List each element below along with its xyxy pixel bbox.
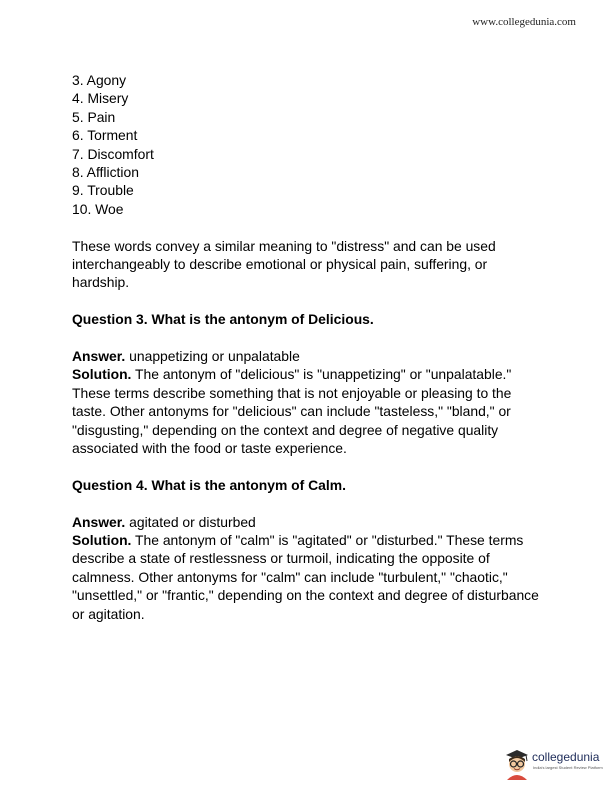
solution-label: Solution.: [72, 532, 132, 549]
question-4-heading: Question 4. What is the antonym of Calm.: [72, 476, 346, 493]
solution-text: The antonym of "delicious" is "unappetizing" or "unpalatable." These terms describe something that is not enjoyable or pleasing to the taste. Other antonyms for "delicious" can include "tasteless," "bland," or "disgusting," depending on the context and degree of negative quality associated with the food or taste experience.: [72, 366, 512, 457]
solution-label: Solution.: [72, 366, 132, 383]
collegedunia-logo[interactable]: [502, 744, 606, 784]
list-item: 10. Woe: [72, 200, 124, 217]
list-item: 6. Torment: [72, 127, 138, 144]
question-3-answer: [72, 347, 542, 365]
question-3-heading: Question 3. What is the antonym of Delicious.: [72, 311, 374, 328]
list-item: 7. Discomfort: [72, 145, 154, 162]
question-3-solution: [72, 365, 542, 457]
logo-tagline: India's largest Student Review Platform: [533, 765, 603, 770]
synonym-list: [72, 71, 542, 218]
logo-wordmark: collegedunia: [532, 750, 600, 764]
summary-paragraph: These words convey a similar meaning to "distress" and can be used interchangeably to describe emotional or physical pain, suffering, or hardship.: [72, 237, 496, 291]
list-item: 8. Affliction: [72, 164, 139, 181]
answer-text: agitated or disturbed: [129, 513, 256, 530]
list-item: 5. Pain: [72, 108, 116, 125]
answer-label: Answer.: [72, 513, 126, 530]
page-content: [72, 71, 542, 623]
site-url[interactable]: www.collegedunia.com: [472, 16, 576, 28]
question-4-answer: [72, 513, 542, 531]
list-item: 9. Trouble: [72, 182, 134, 199]
answer-label: Answer.: [72, 348, 126, 365]
answer-text: unappetizing or unpalatable: [129, 348, 300, 365]
question-4-solution: [72, 531, 542, 623]
solution-text: The antonym of "calm" is "agitated" or "disturbed." These terms describe a state of restlessness or turmoil, indicating the opposite of calmness. Other antonyms for "calm" can include "turbulent," "chaotic," "unsettled," or "frantic," depending on the context and degree of disturbance or agitation.: [72, 532, 539, 622]
mascot-icon: [502, 746, 532, 780]
list-item: 4. Misery: [72, 90, 129, 107]
list-item: 3. Agony: [72, 72, 127, 88]
